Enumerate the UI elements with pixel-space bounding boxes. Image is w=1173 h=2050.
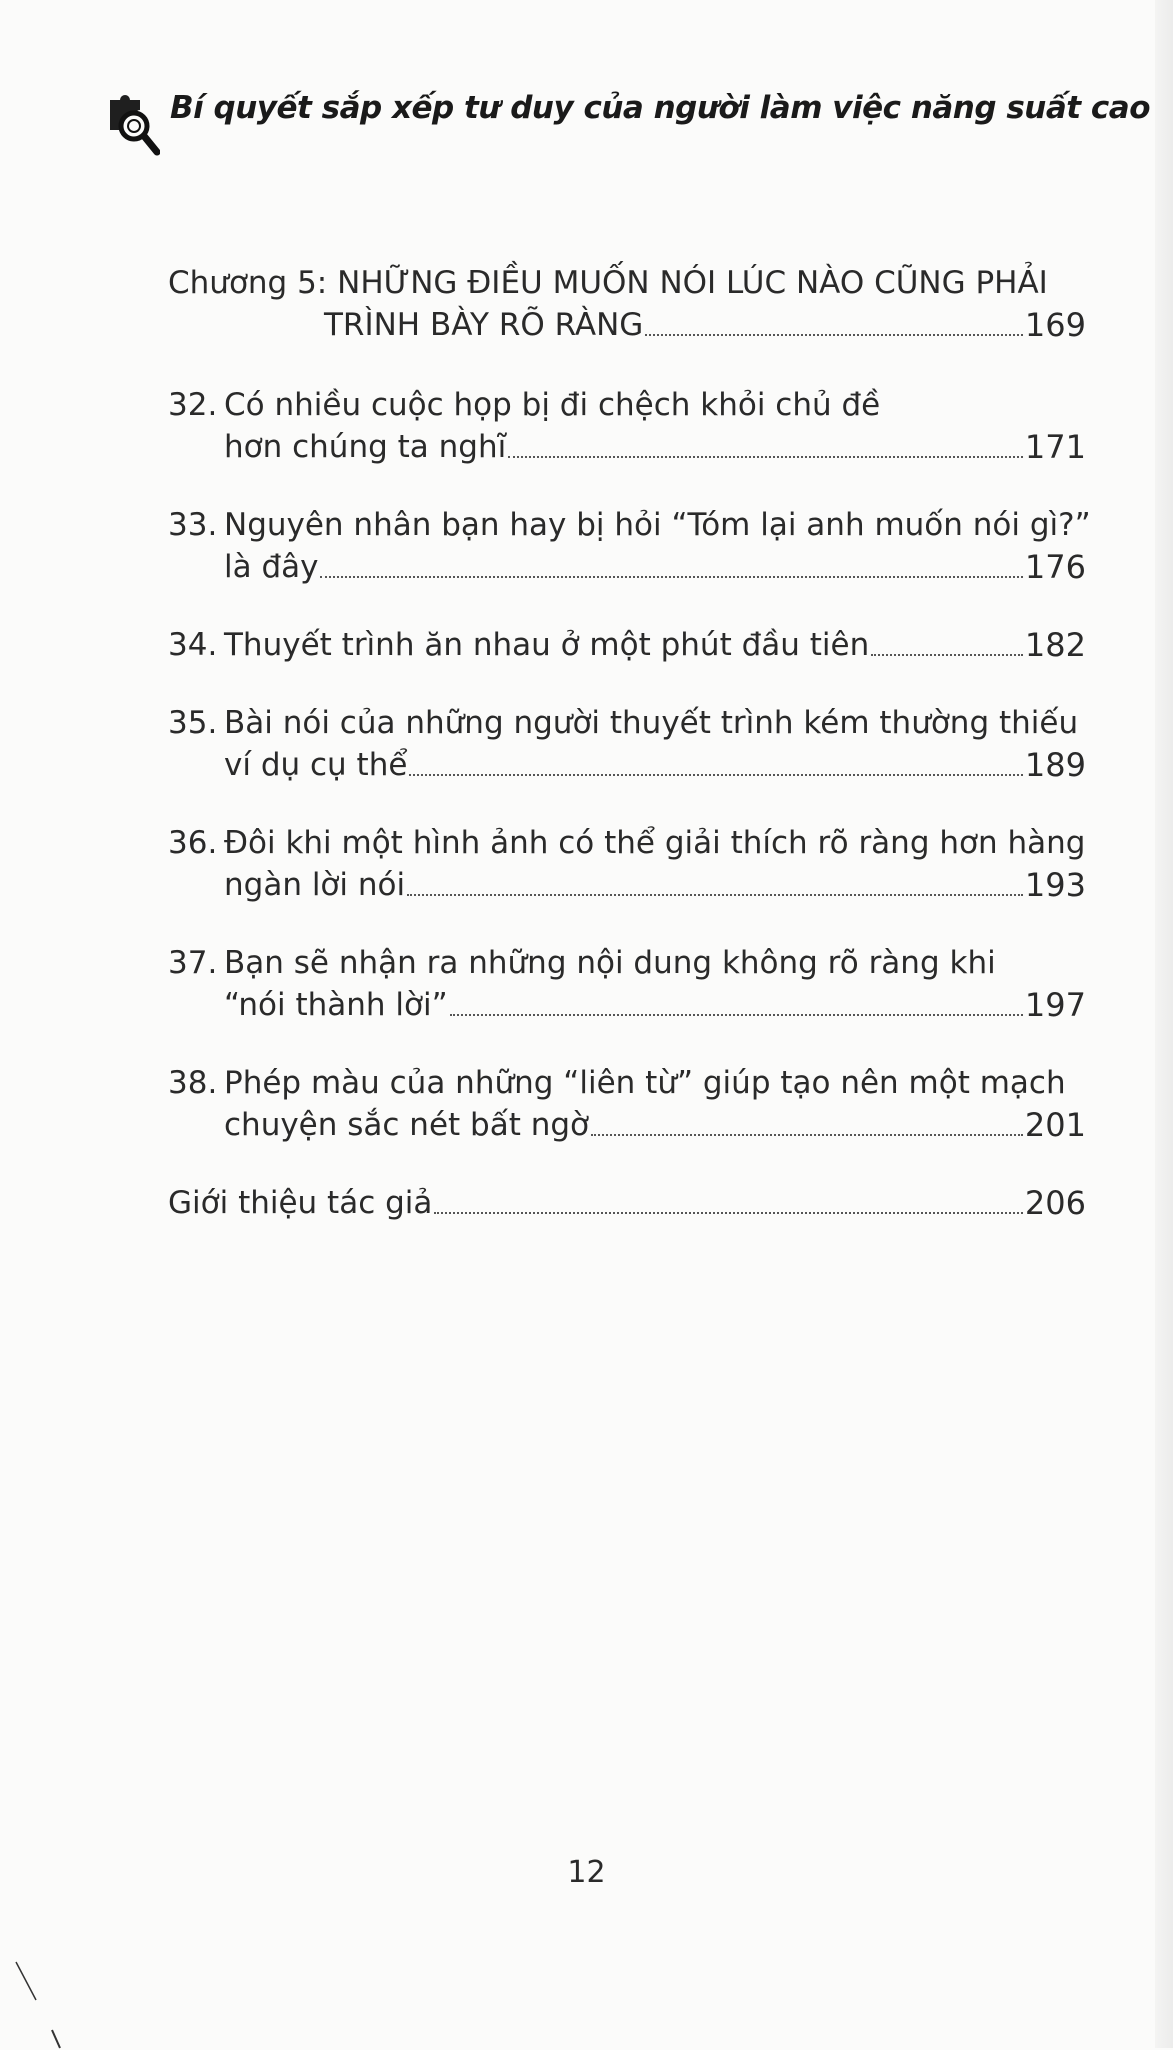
running-header [100, 78, 1150, 158]
entry-title-1: Bạn sẽ nhận ra những nội dung không rõ ràng khi [224, 945, 996, 981]
entry-line-2 [168, 744, 1086, 786]
entry-number: 37. [168, 945, 218, 981]
dot-leader [407, 894, 1023, 896]
entry-title-2: ngàn lời nói [224, 867, 406, 903]
author-label: Giới thiệu tác giả [168, 1185, 433, 1221]
entry-line-2 [168, 546, 1086, 588]
dot-leader [320, 576, 1022, 578]
entry-title-1: Nguyên nhân bạn hay bị hỏi “Tóm lại anh muốn nói gì?” [224, 507, 1091, 543]
entry-page: 182 [1024, 626, 1086, 664]
puzzle-magnifier-icon [100, 78, 160, 158]
entry-title-2: “nói thành lời” [224, 987, 448, 1023]
entry-title-1: Có nhiều cuộc họp bị đi chệch khỏi chủ đề [224, 387, 881, 423]
entry-line-2 [168, 864, 1086, 906]
dot-leader [645, 334, 1023, 336]
chapter-line-2 [168, 304, 1086, 346]
chapter-line-1 [168, 262, 1086, 304]
chapter-heading [168, 262, 1086, 346]
toc-entry-32 [168, 384, 1086, 468]
entry-title-1: Đôi khi một hình ảnh có thể giải thích rõ ràng hơn hàng [224, 825, 1086, 861]
entry-number: 35. [168, 705, 218, 741]
entry-line-1 [168, 624, 1086, 666]
entry-number: 38. [168, 1065, 218, 1101]
toc-entry-36 [168, 822, 1086, 906]
entry-line-1 [168, 504, 1091, 546]
dot-leader [434, 1212, 1023, 1214]
entry-title-1: Bài nói của những người thuyết trình kém thường thiếu [224, 705, 1079, 741]
chapter-title-2: TRÌNH BÀY RÕ RÀNG [324, 307, 644, 343]
chapter-title-1: NHỮNG ĐIỀU MUỐN NÓI LÚC NÀO CŨNG PHẢI [337, 265, 1048, 301]
entry-number: 34. [168, 627, 218, 663]
toc-entry-34 [168, 624, 1086, 666]
toc-entry-35 [168, 702, 1086, 786]
entry-line-1 [168, 702, 1086, 744]
toc-entry-33 [168, 504, 1091, 588]
entry-line-2 [168, 426, 1086, 468]
toc-entry-38 [168, 1062, 1086, 1146]
entry-page: 197 [1024, 986, 1086, 1024]
dot-leader [871, 654, 1023, 656]
entry-page: 189 [1024, 746, 1086, 784]
entry-title-2: hơn chúng ta nghĩ [224, 429, 507, 465]
book-title: Bí quyết sắp xếp tư duy của người làm việc năng suất cao [170, 90, 1150, 126]
entry-line-1 [168, 1182, 1086, 1224]
page-number: 12 [567, 1855, 606, 1890]
entry-page: 171 [1024, 428, 1086, 466]
dot-leader [409, 774, 1023, 776]
toc-entry-author [168, 1182, 1086, 1224]
page-edge [1155, 0, 1173, 2048]
entry-line-2 [168, 1104, 1086, 1146]
entry-page: 201 [1024, 1106, 1086, 1144]
dot-leader [591, 1134, 1023, 1136]
dot-leader [450, 1014, 1023, 1016]
table-of-contents [168, 262, 1091, 1224]
entry-title-2: ví dụ cụ thể [224, 747, 408, 783]
entry-page: 176 [1024, 548, 1086, 586]
entry-title-2: là đây [224, 549, 319, 585]
entry-number: 33. [168, 507, 218, 543]
entry-line-1 [168, 384, 1086, 426]
chapter-label: Chương 5: [168, 265, 328, 301]
entry-number: 36. [168, 825, 218, 861]
chapter-page: 169 [1024, 306, 1086, 344]
toc-entry-37 [168, 942, 1086, 1026]
entry-line-1 [168, 942, 1086, 984]
dot-leader [508, 456, 1023, 458]
entry-title-2: chuyện sắc nét bất ngờ [224, 1107, 590, 1143]
entry-line-1 [168, 1062, 1086, 1104]
entry-number: 32. [168, 387, 218, 423]
scan-mark [12, 1960, 62, 2050]
entry-line-1 [168, 822, 1086, 864]
entry-page: 193 [1024, 866, 1086, 904]
entry-line-2 [168, 984, 1086, 1026]
entry-title-1: Thuyết trình ăn nhau ở một phút đầu tiên [224, 627, 870, 663]
entry-title-1: Phép màu của những “liên từ” giúp tạo nên một mạch [224, 1065, 1066, 1101]
author-page: 206 [1024, 1184, 1086, 1222]
